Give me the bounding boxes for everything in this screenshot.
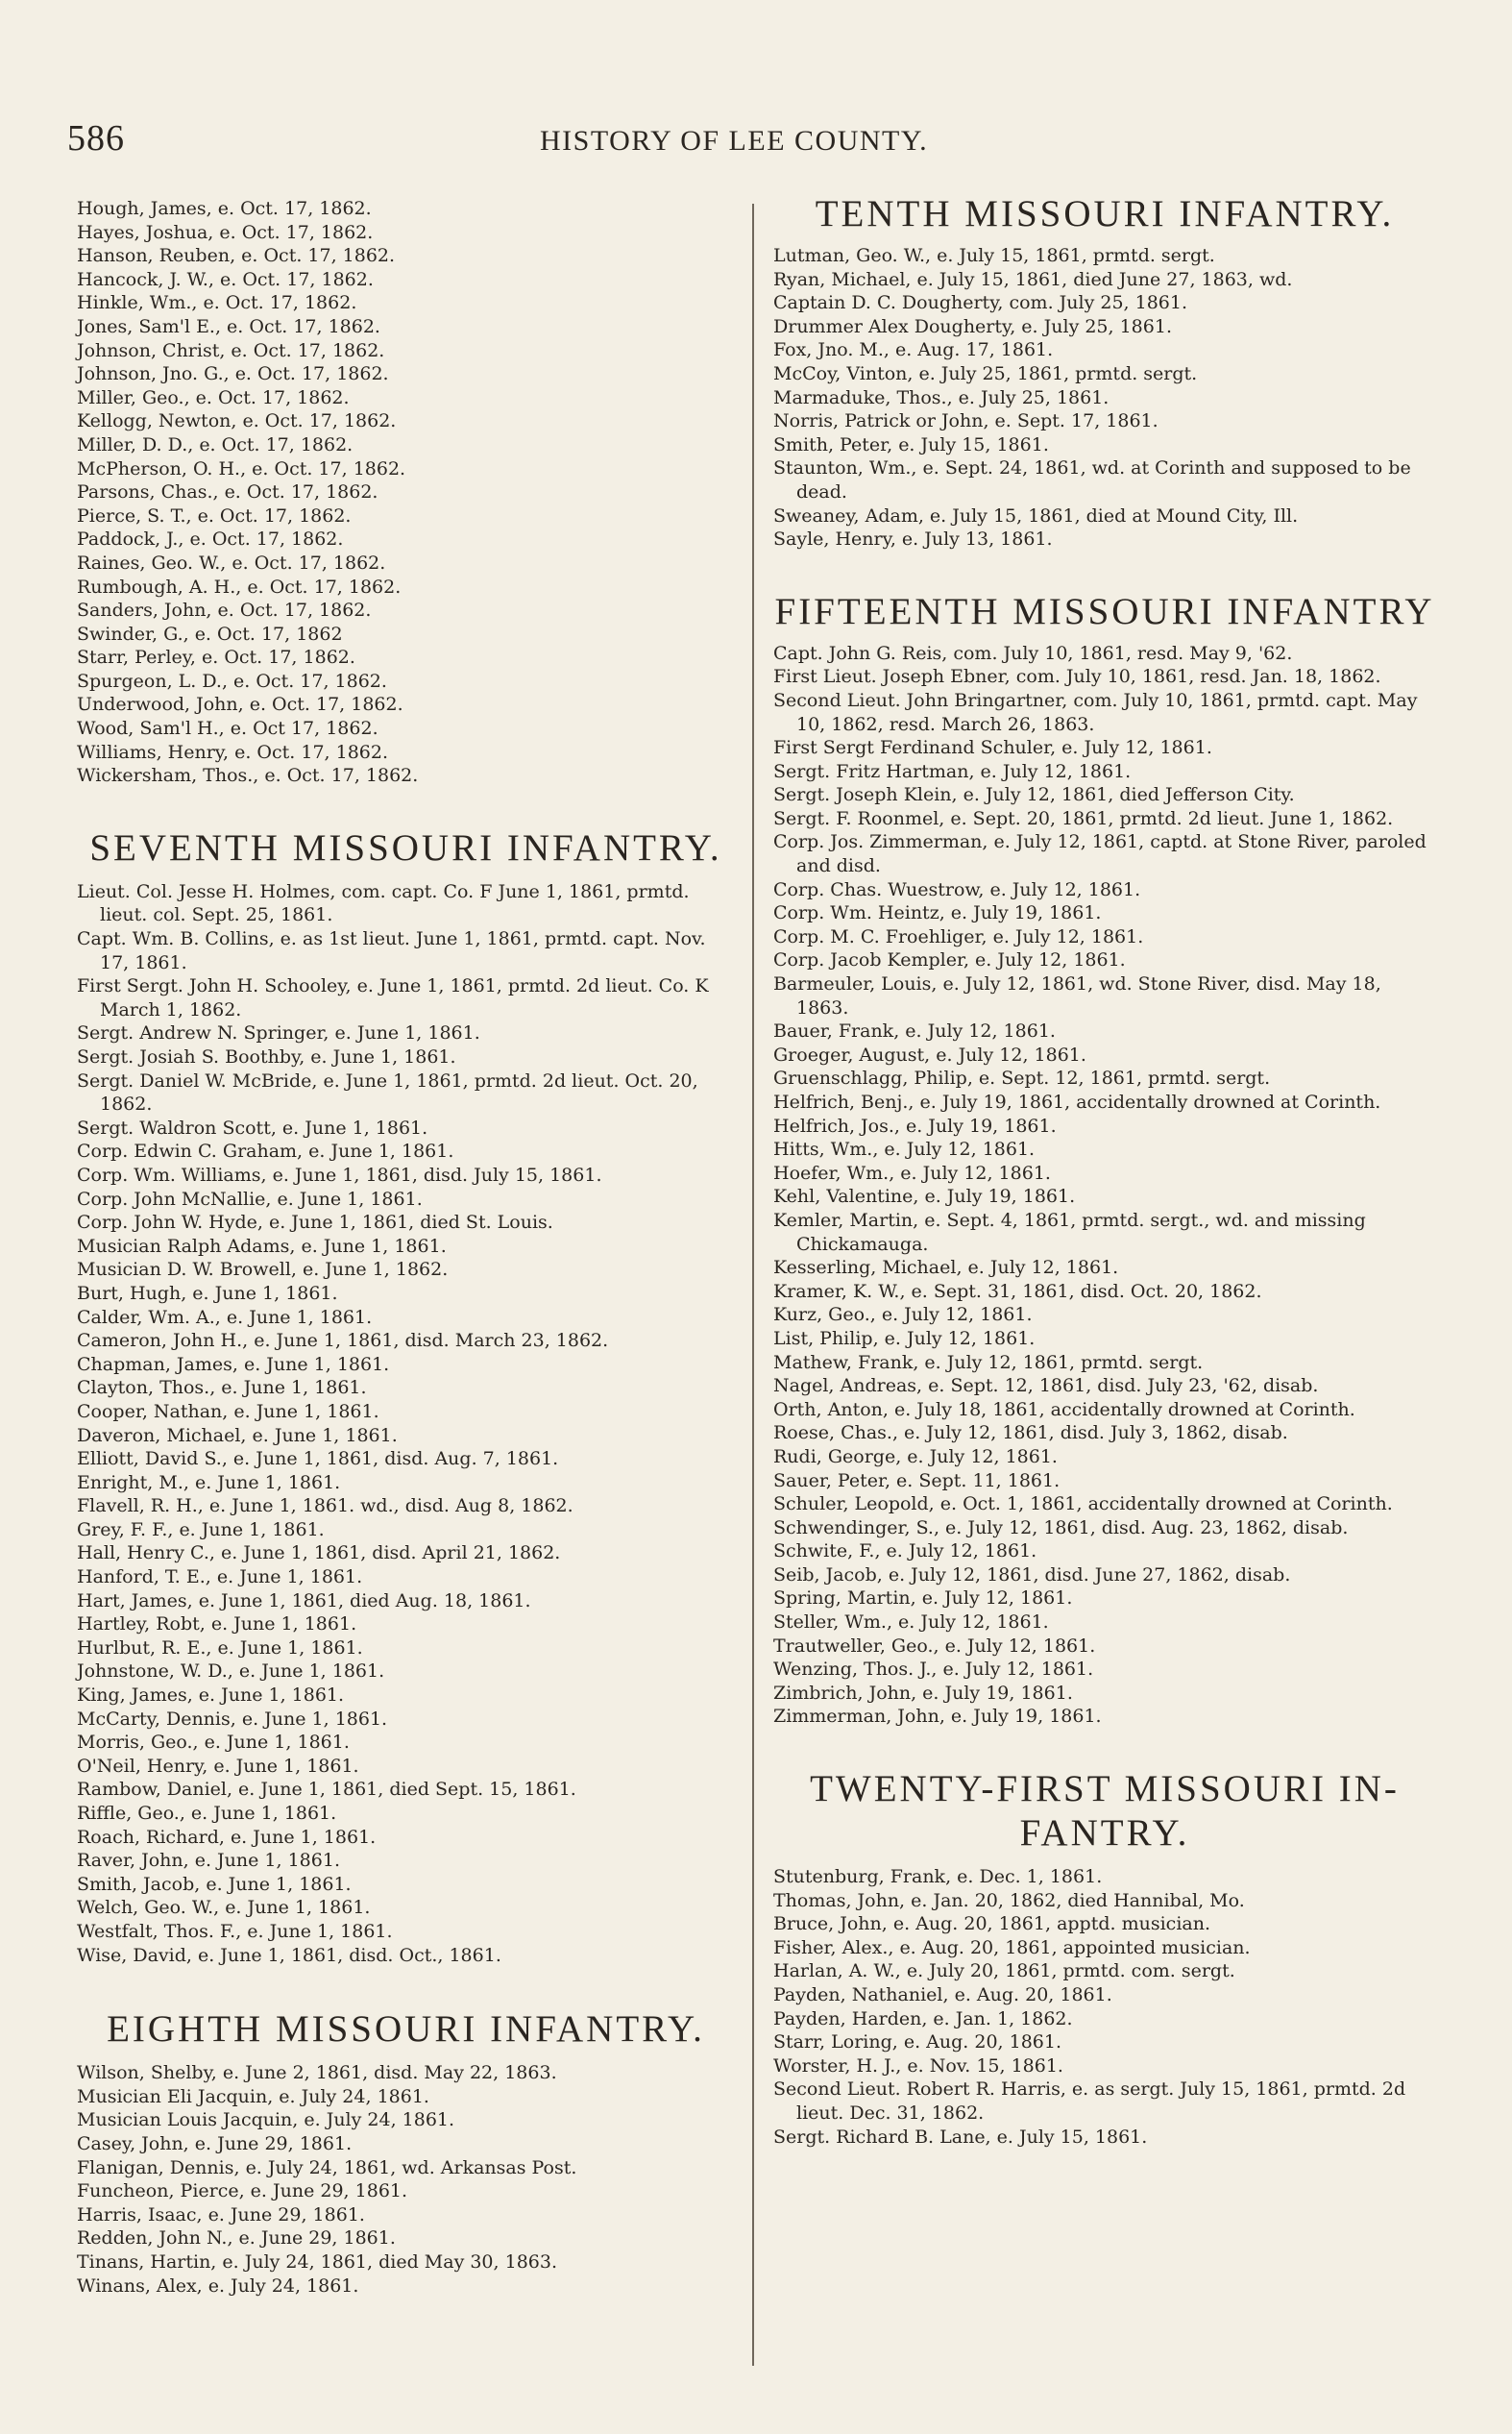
roster-entry: Capt. Wm. B. Collins, e. as 1st lieut. June 1, 1861, prmtd. capt. Nov. 17, 1861.: [77, 928, 706, 973]
roster-entry: Steller, Wm., e. July 12, 1861.: [773, 1611, 1049, 1634]
roster-entry: Gruenschlagg, Philip, e. Sept. 12, 1861, prmtd. sergt.: [773, 1068, 1271, 1090]
roster-entry: Schwite, F., e. July 12, 1861.: [773, 1540, 1037, 1562]
roster-entry: Tinans, Hartin, e. July 24, 1861, died May 30, 1863.: [77, 2250, 557, 2273]
eighth-missouri-section: [77, 2007, 735, 2298]
roster-entry: Burt, Hugh, e. June 1, 1861.: [77, 1282, 338, 1304]
roster-entry: Helfrich, Jos., e. July 19, 1861.: [773, 1115, 1057, 1137]
roster-entry: Sauer, Peter, e. Sept. 11, 1861.: [773, 1469, 1061, 1491]
roster-entry: Cooper, Nathan, e. June 1, 1861.: [77, 1400, 379, 1422]
roster-entry: Kehl, Valentine, e. July 19, 1861.: [773, 1186, 1076, 1208]
roster-entry: Worster, H. J., e. Nov. 15, 1861.: [773, 2054, 1063, 2077]
roster-entry: McCoy, Vinton, e. July 25, 1861, prmtd. sergt.: [773, 362, 1198, 384]
roster-entry: Winans, Alex, e. July 24, 1861.: [77, 2274, 359, 2297]
roster-entry: Starr, Loring, e. Aug. 20, 1861.: [773, 2031, 1062, 2053]
roster-entry: Corp. Wm. Williams, e. June 1, 1861, disd. July 15, 1861.: [77, 1164, 602, 1186]
roster-entry: Marmaduke, Thos., e. July 25, 1861.: [773, 386, 1110, 408]
roster-entry: Harris, Isaac, e. June 29, 1861.: [77, 2203, 365, 2225]
roster-entry: King, James, e. June 1, 1861.: [77, 1684, 345, 1707]
roster-entry: Rambow, Daniel, e. June 1, 1861, died Sept. 15, 1861.: [77, 1779, 576, 1801]
fifteenth-roster: [773, 642, 1436, 1729]
section-heading: [773, 1767, 1436, 1856]
roster-entry: Hartley, Robt, e. June 1, 1861.: [77, 1613, 357, 1635]
roster-entry: Hayes, Joshua, e. Oct. 17, 1862.: [77, 221, 374, 243]
roster-entry: Nagel, Andreas, e. Sept. 12, 1861, disd. July 23, '62, disab.: [773, 1375, 1319, 1397]
roster-entry: McPherson, O. H., e. Oct. 17, 1862.: [77, 457, 406, 479]
roster-entry: Pierce, S. T., e. Oct. 17, 1862.: [77, 504, 352, 527]
roster-entry: Sergt. Joseph Klein, e. July 12, 1861, died Jefferson City.: [773, 784, 1295, 806]
roster-entry: Daveron, Michael, e. June 1, 1861.: [77, 1424, 398, 1446]
eighth-roster: [77, 2061, 735, 2298]
roster-entry: Rumbough, A. H., e. Oct. 17, 1862.: [77, 576, 402, 598]
roster-entry: Corp. John McNallie, e. June 1, 1861.: [77, 1188, 423, 1210]
twenty-first-missouri-section: [773, 1767, 1436, 2149]
roster-entry: Corp. Wm. Heintz, e. July 19, 1861.: [773, 902, 1102, 924]
section-heading: TENTH MISSOURI INFANTRY.: [815, 193, 1395, 234]
roster-entry: Hall, Henry C., e. June 1, 1861, disd. April 21, 1862.: [77, 1542, 561, 1564]
roster-entry: Wickersham, Thos., e. Oct. 17, 1862.: [77, 765, 419, 787]
roster-entry: Hinkle, Wm., e. Oct. 17, 1862.: [77, 292, 357, 314]
page-number: 586: [67, 118, 125, 159]
roster-entry: Rudi, George, e. July 12, 1861.: [773, 1445, 1058, 1467]
roster-entry: Seib, Jacob, e. July 12, 1861, disd. June 27, 1862, disab.: [773, 1563, 1291, 1586]
roster-entry: Paddock, J., e. Oct. 17, 1862.: [77, 529, 344, 551]
roster-entry: Williams, Henry, e. Oct. 17, 1862.: [77, 741, 389, 763]
roster-entry: Fox, Jno. M., e. Aug. 17, 1861.: [773, 339, 1054, 361]
roster-entry: Orth, Anton, e. July 18, 1861, accidentally drowned at Corinth.: [773, 1398, 1355, 1420]
running-head: HISTORY OF LEE COUNTY.: [540, 125, 929, 157]
roster-entry: Wood, Sam'l H., e. Oct 17, 1862.: [77, 718, 378, 740]
roster-entry: Sergt. Daniel W. McBride, e. June 1, 1861, prmtd. 2d lieut. Oct. 20, 1862.: [77, 1069, 698, 1116]
roster-entry: Elliott, David S., e. June 1, 1861, disd. Aug. 7, 1861.: [77, 1448, 559, 1470]
tenth-missouri-section: [773, 192, 1436, 552]
roster-entry: Second Lieut. Robert R. Harris, e. as sergt. July 15, 1861, prmtd. 2d lieut. Dec. 31, 1862.: [773, 2078, 1406, 2124]
heading-line: TWENTY-FIRST MISSOURI IN-: [810, 1768, 1400, 1810]
roster-entry: Sweaney, Adam, e. July 15, 1861, died at Mound City, Ill.: [773, 504, 1299, 527]
section-heading: FIFTEENTH MISSOURI INFANTRY: [774, 590, 1435, 632]
roster-entry: Corp. Jos. Zimmerman, e. July 12, 1861, captd. at Stone River, paroled and disd.: [773, 831, 1427, 877]
roster-entry: First Sergt. John H. Schooley, e. June 1, 1861, prmtd. 2d lieut. Co. K March 1, 1862.: [77, 975, 709, 1020]
roster-entry: Welch, Geo. W., e. June 1, 1861.: [77, 1897, 371, 1919]
roster-entry: Casey, John, e. June 29, 1861.: [77, 2132, 353, 2154]
roster-entry: Barmeuler, Louis, e. July 12, 1861, wd. Stone River, disd. May 18, 1863.: [773, 973, 1381, 1019]
roster-entry: Trautweller, Geo., e. July 12, 1861.: [773, 1635, 1096, 1657]
roster-entry: Musician D. W. Browell, e. June 1, 1862.: [77, 1259, 449, 1281]
roster-entry: Sayle, Henry, e. July 13, 1861.: [773, 529, 1053, 551]
roster-entry: Hanford, T. E., e. June 1, 1861.: [77, 1566, 363, 1588]
roster-entry: Westfalt, Thos. F., e. June 1, 1861.: [77, 1920, 393, 1942]
roster-entry: Groeger, August, e. July 12, 1861.: [773, 1044, 1086, 1066]
roster-entry: Redden, John N., e. June 29, 1861.: [77, 2227, 396, 2250]
roster-entry: Norris, Patrick or John, e. Sept. 17, 1861.: [773, 410, 1158, 432]
roster-entry: Zimmerman, John, e. July 19, 1861.: [773, 1706, 1102, 1728]
roster-entry: Starr, Perley, e. Oct. 17, 1862.: [77, 647, 355, 669]
roster-entry: Staunton, Wm., e. Sept. 24, 1861, wd. at Corinth and supposed to be dead.: [773, 457, 1411, 503]
roster-entry: Morris, Geo., e. June 1, 1861.: [77, 1732, 350, 1754]
roster-entry: First Sergt Ferdinand Schuler, e. July 12, 1861.: [773, 737, 1212, 759]
roster-entry: Kesserling, Michael, e. July 12, 1861.: [773, 1257, 1119, 1279]
roster-entry: Swinder, G., e. Oct. 17, 1862: [77, 623, 343, 645]
roster-entry: Lieut. Col. Jesse H. Holmes, com. capt. Co. F June 1, 1861, prmtd. lieut. col. Sept. 25, 1861.: [77, 880, 690, 926]
roster-entry: Corp. Edwin C. Graham, e. June 1, 1861.: [77, 1141, 454, 1163]
roster-entry: Drummer Alex Dougherty, e. July 25, 1861.: [773, 315, 1172, 337]
roster-entry: Riffle, Geo., e. June 1, 1861.: [77, 1803, 337, 1824]
roster-entry: Clayton, Thos., e. June 1, 1861.: [77, 1377, 367, 1399]
roster-entry: Thomas, John, e. Jan. 20, 1862, died Hannibal, Mo.: [773, 1889, 1245, 1911]
twenty-first-roster: [773, 1865, 1436, 2149]
roster-entry: List, Philip, e. July 12, 1861.: [773, 1327, 1036, 1349]
roster-entry: Kurz, Geo., e. July 12, 1861.: [773, 1304, 1033, 1326]
roster-entry: Sergt. Fritz Hartman, e. July 12, 1861.: [773, 760, 1132, 782]
section-heading: EIGHTH MISSOURI INFANTRY.: [107, 2008, 705, 2051]
roster-entry: Harlan, A. W., e. July 20, 1861, prmtd. com. sergt.: [773, 1960, 1235, 1982]
roster-entry: Fisher, Alex., e. Aug. 20, 1861, appointed musician.: [773, 1936, 1251, 1958]
roster-entry: Parsons, Chas., e. Oct. 17, 1862.: [77, 481, 378, 504]
heading-line: FANTRY.: [1019, 1812, 1190, 1855]
roster-entry: First Lieut. Joseph Ebner, com. July 10, 1861, resd. Jan. 18, 1862.: [773, 666, 1381, 688]
roster-entry: Sergt. Waldron Scott, e. June 1, 1861.: [77, 1117, 428, 1139]
roster-entry: Second Lieut. John Bringartner, com. July 10, 1861, prmtd. capt. May 10, 1862, resd. March 26, 1863.: [773, 689, 1418, 735]
roster-entry: Hurlbut, R. E., e. June 1, 1861.: [77, 1636, 363, 1659]
roster-entry: Spring, Martin, e. July 12, 1861.: [773, 1587, 1073, 1610]
roster-entry: Johnson, Jno. G., e. Oct. 17, 1862.: [77, 363, 389, 385]
roster-entry: Capt. John G. Reis, com. July 10, 1861, resd. May 9, '62.: [773, 642, 1293, 664]
roster-entry: Raines, Geo. W., e. Oct. 17, 1862.: [77, 552, 386, 574]
roster-entry: Roach, Richard, e. June 1, 1861.: [77, 1826, 377, 1848]
roster-entry: Cameron, John H., e. June 1, 1861, disd. March 23, 1862.: [77, 1330, 609, 1352]
roster-entry: Jones, Sam'l E., e. Oct. 17, 1862.: [77, 315, 380, 337]
roster-entry: Corp. M. C. Froehliger, e. July 12, 1861.: [773, 925, 1144, 947]
roster-entry: Wise, David, e. June 1, 1861, disd. Oct., 1861.: [77, 1944, 501, 1966]
roster-entry: Zimbrich, John, e. July 19, 1861.: [773, 1682, 1073, 1704]
roster-entry: Funcheon, Pierce, e. June 29, 1861.: [77, 2180, 408, 2202]
right-column: [773, 192, 1436, 2149]
roster-entry: Hough, James, e. Oct. 17, 1862.: [77, 198, 372, 219]
column-divider: [752, 204, 754, 2366]
roster-entry: Sergt. Josiah S. Boothby, e. June 1, 1861.: [77, 1046, 456, 1068]
roster-entry: Wenzing, Thos. J., e. July 12, 1861.: [773, 1659, 1094, 1681]
roster-entry: Underwood, John, e. Oct. 17, 1862.: [77, 694, 403, 716]
roster-entry: McCarty, Dennis, e. June 1, 1861.: [77, 1708, 388, 1730]
roster-entry: Schuler, Leopold, e. Oct. 1, 1861, accidentally drowned at Corinth.: [773, 1493, 1393, 1515]
roster-entry: Hoefer, Wm., e. July 12, 1861.: [773, 1162, 1051, 1184]
roster-entry: Corp. Chas. Wuestrow, e. July 12, 1861.: [773, 878, 1141, 900]
roster-entry: Johnstone, W. D., e. June 1, 1861.: [77, 1660, 385, 1683]
roster-entry: Spurgeon, L. D., e. Oct. 17, 1862.: [77, 670, 387, 692]
roster-entry: Enright, M., e. June 1, 1861.: [77, 1471, 341, 1493]
roster-entry: O'Neil, Henry, e. June 1, 1861.: [77, 1755, 359, 1777]
roster-entry: Smith, Jacob, e. June 1, 1861.: [77, 1873, 352, 1895]
roster-entry: Ryan, Michael, e. July 15, 1861, died June 27, 1863, wd.: [773, 268, 1293, 290]
roster-entry: Helfrich, Benj., e. July 19, 1861, accidentally drowned at Corinth.: [773, 1092, 1381, 1113]
roster-entry: Musician Louis Jacquin, e. July 24, 1861.: [77, 2109, 455, 2131]
roster-entry: Hart, James, e. June 1, 1861, died Aug. 18, 1861.: [77, 1589, 531, 1611]
roster-entry: Payden, Nathaniel, e. Aug. 20, 1861.: [773, 1984, 1112, 2005]
roster-entry: Musician Ralph Adams, e. June 1, 1861.: [77, 1235, 447, 1257]
roster-entry: Hitts, Wm., e. July 12, 1861.: [773, 1139, 1036, 1161]
seventh-roster: [77, 880, 735, 1967]
roster-entry: Kemler, Martin, e. Sept. 4, 1861, prmtd. sergt., wd. and missing Chickamauga.: [773, 1209, 1366, 1255]
roster-entry: Sergt. F. Roonmel, e. Sept. 20, 1861, prmtd. 2d lieut. June 1, 1862.: [773, 807, 1394, 829]
roster-entry: Miller, Geo., e. Oct. 17, 1862.: [77, 386, 350, 408]
tenth-roster: [773, 244, 1436, 552]
roster-entry: Lutman, Geo. W., e. July 15, 1861, prmtd. sergt.: [773, 245, 1215, 266]
roster-entry: Hancock, J. W., e. Oct. 17, 1862.: [77, 268, 374, 290]
roster-entry: Sanders, John, e. Oct. 17, 1862.: [77, 600, 372, 622]
roster-entry: Musician Eli Jacquin, e. July 24, 1861.: [77, 2085, 429, 2107]
roster-entry: Mathew, Frank, e. July 12, 1861, prmtd. sergt.: [773, 1351, 1204, 1373]
roster-entry: Corp. Jacob Kempler, e. July 12, 1861.: [773, 949, 1126, 971]
roster-entry: Johnson, Christ, e. Oct. 17, 1862.: [77, 339, 385, 361]
seventh-missouri-section: [77, 826, 735, 1967]
roster-entry: Wilson, Shelby, e. June 2, 1861, disd. May 22, 1863.: [77, 2062, 557, 2084]
roster-entry: Grey, F. F., e. June 1, 1861.: [77, 1518, 325, 1540]
roster-entry: Flanigan, Dennis, e. July 24, 1861, wd. Arkansas Post.: [77, 2156, 577, 2178]
roster-entry: Hanson, Reuben, e. Oct. 17, 1862.: [77, 245, 396, 267]
roster-entry: Miller, D. D., e. Oct. 17, 1862.: [77, 433, 354, 455]
roster-entry: Chapman, James, e. June 1, 1861.: [77, 1353, 390, 1375]
roster-entry: Bauer, Frank, e. July 12, 1861.: [773, 1020, 1056, 1043]
roster-entry: Kellogg, Newton, e. Oct. 17, 1862.: [77, 410, 397, 432]
roster-entry: Captain D. C. Dougherty, com. July 25, 1861.: [773, 292, 1188, 314]
roster-entry: Bruce, John, e. Aug. 20, 1861, apptd. musician.: [773, 1913, 1210, 1935]
continued-roster: [77, 197, 735, 788]
roster-entry: Flavell, R. H., e. June 1, 1861. wd., disd. Aug 8, 1862.: [77, 1495, 573, 1517]
roster-entry: Schwendinger, S., e. July 12, 1861, disd. Aug. 23, 1862, disab.: [773, 1516, 1349, 1538]
roster-entry: Smith, Peter, e. July 15, 1861.: [773, 433, 1049, 455]
roster-entry: Payden, Harden, e. Jan. 1, 1862.: [773, 2007, 1073, 2029]
roster-entry: Sergt. Andrew N. Springer, e. June 1, 1861.: [77, 1022, 480, 1045]
roster-entry: Calder, Wm. A., e. June 1, 1861.: [77, 1306, 373, 1328]
section-heading: SEVENTH MISSOURI INFANTRY.: [89, 826, 722, 869]
roster-entry: Raver, John, e. June 1, 1861.: [77, 1850, 340, 1872]
roster-entry: Roese, Chas., e. July 12, 1861, disd. July 3, 1862, disab.: [773, 1422, 1288, 1444]
fifteenth-missouri-section: [773, 590, 1436, 1729]
roster-entry: Sergt. Richard B. Lane, e. July 15, 1861.: [773, 2126, 1148, 2148]
roster-entry: Corp. John W. Hyde, e. June 1, 1861, died St. Louis.: [77, 1212, 553, 1234]
roster-entry: Stutenburg, Frank, e. Dec. 1, 1861.: [773, 1866, 1103, 1888]
roster-entry: Kramer, K. W., e. Sept. 31, 1861, disd. Oct. 20, 1862.: [773, 1280, 1262, 1302]
left-column: [77, 197, 735, 2298]
